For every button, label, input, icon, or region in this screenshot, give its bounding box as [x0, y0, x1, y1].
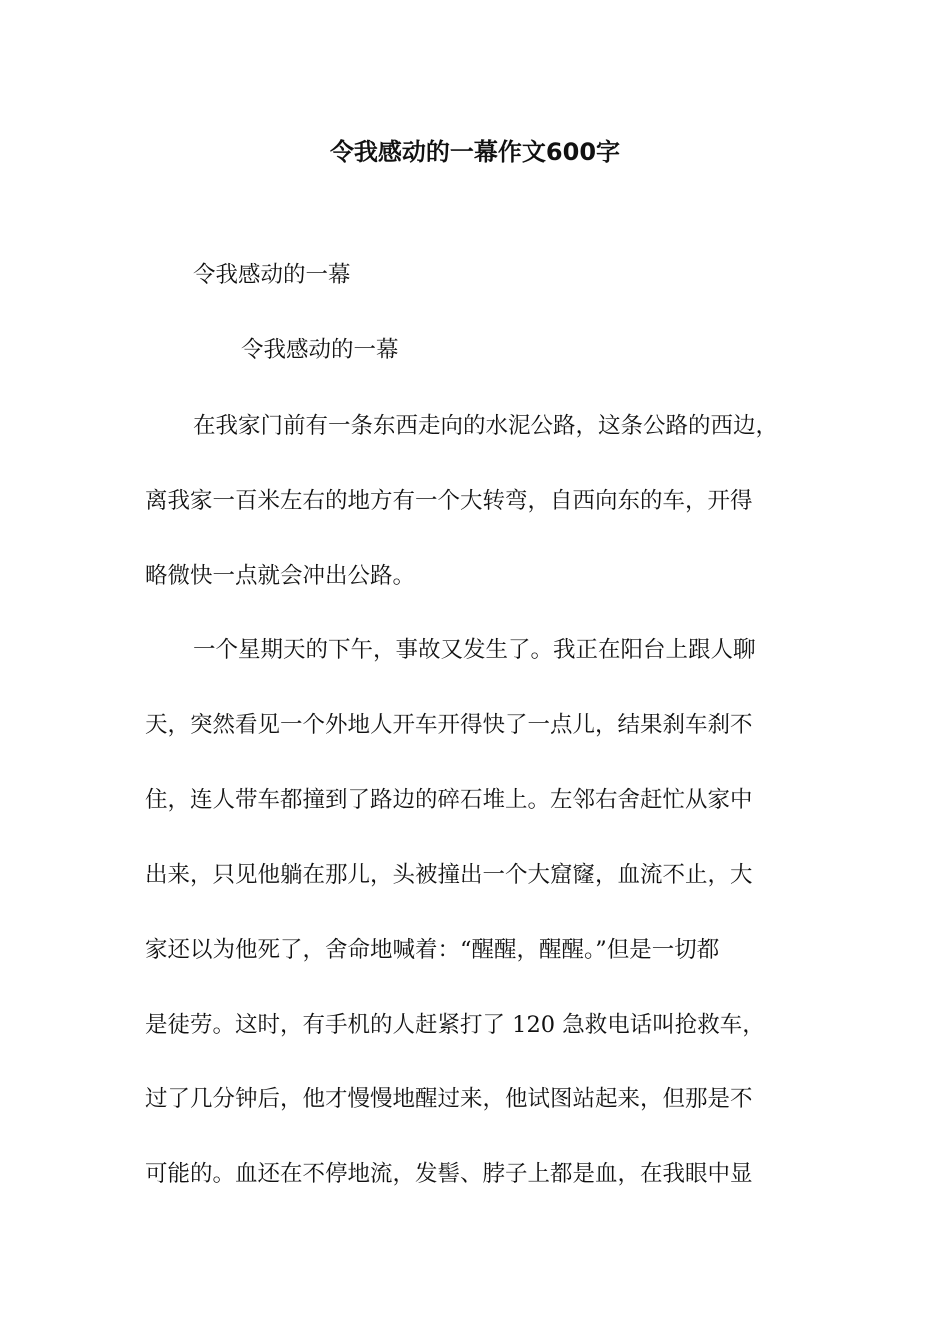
paragraph-line: 家还以为他死了，舍命地喊着：“醒醒，醒醒。”但是一切都	[145, 937, 720, 963]
paragraph-line: 天，突然看见一个外地人开车开得快了一点儿，结果刹车刹不	[145, 712, 753, 738]
paragraph-line: 是徒劳。这时，有手机的人赶紧打了 120 急救电话叫抢救车，	[145, 1012, 765, 1038]
paragraph-line: 一个星期天的下午，事故又发生了。我正在阳台上跟人聊	[193, 637, 756, 663]
paragraph-line: 住，连人带车都撞到了路边的碎石堆上。左邻右舍赶忙从家中	[145, 787, 753, 813]
document-title: 令我感动的一幕作文600字	[329, 138, 621, 166]
paragraph-line: 可能的。血还在不停地流，发髻、脖子上都是血，在我眼中显	[145, 1161, 753, 1187]
paragraph-line: 离我家一百米左右的地方有一个大转弯，自西向东的车，开得	[145, 488, 753, 514]
paragraph-line: 过了几分钟后，他才慢慢地醒过来，他试图站起来，但那是不	[145, 1086, 753, 1112]
paragraph-line: 在我家门前有一条东西走向的水泥公路，这条公路的西边，	[193, 413, 779, 439]
essay-heading: 令我感动的一幕	[241, 337, 399, 363]
paragraph-line: 出来，只见他躺在那儿，头被撞出一个大窟窿，血流不止，大	[145, 862, 753, 888]
section-heading: 令我感动的一幕	[193, 262, 351, 288]
paragraph-line: 略微快一点就会冲出公路。	[145, 563, 416, 589]
